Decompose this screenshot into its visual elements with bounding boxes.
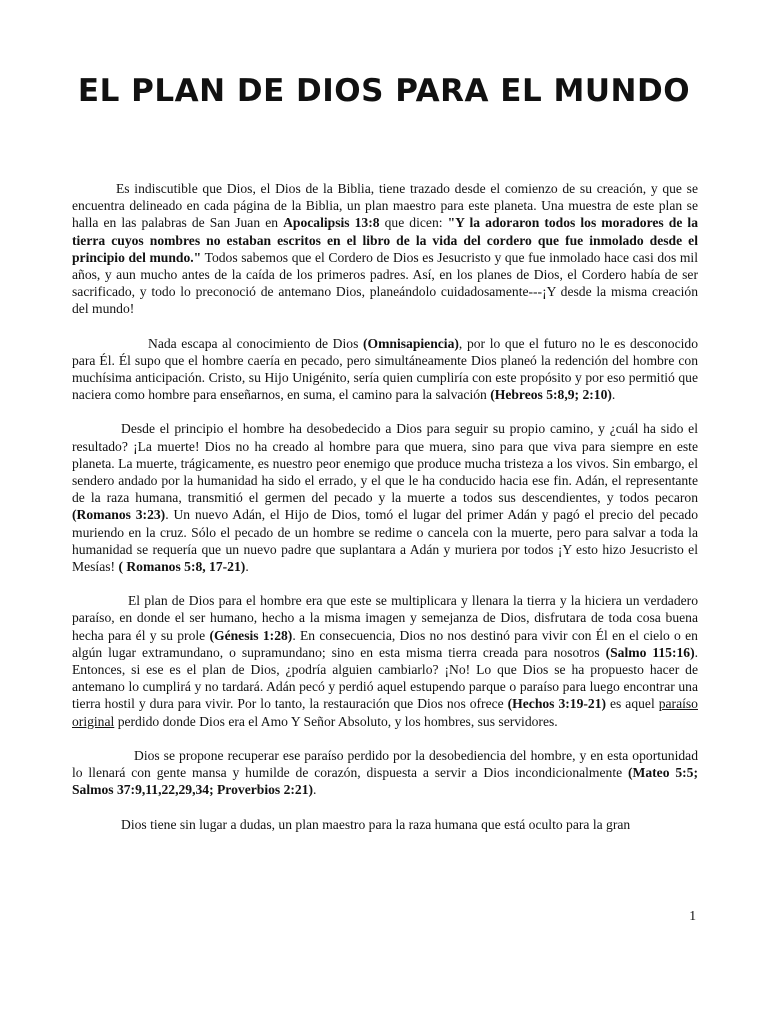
text-run: . Un nuevo Adán, el Hijo de Dios, tomó el lugar del primer Adán y pagó el precio del pecado muriendo en la cruz. Sólo el pecado de un hombre se redime o cancela con la muerte, pero para salvar a toda la humanidad se requería que un nuevo padre que suplantara a Adán y muriera por todos ¡Y esto hizo Jesucristo el Mesías! (72, 507, 698, 575)
text-run: Dios tiene sin lugar a dudas, un plan maestro para la raza humana que está oculto para la gran (121, 816, 631, 832)
paragraph (72, 335, 698, 404)
underlined-text: paraíso original (72, 696, 698, 729)
text-run: . (245, 559, 249, 575)
paragraph (72, 747, 698, 799)
text-run: es aquel (606, 696, 659, 712)
page-number: 1 (689, 908, 696, 923)
bold-text: Apocalipsis 13:8 (283, 215, 380, 231)
bold-text: (Génesis 1:28) (209, 627, 293, 643)
text-run: Es indiscutible que Dios, el Dios de la Biblia, tiene trazado desde el comienzo de su creación, y que se encuentra delineado en cada página de la Biblia, un plan maestro para este planeta. Una muestra de este plan se halla en las palabras de San Juan en (72, 181, 698, 231)
text-run: Nada escapa al conocimiento de Dios (148, 335, 363, 351)
text-run: perdido donde Dios era el Amo Y Señor Absoluto, y los hombres, sus servidores. (114, 713, 558, 729)
text-run: . En consecuencia, Dios no nos destinó para vivir con Él en el cielo o en algún lugar extramundano, o supramundano; sino en esta misma tierra creada para nosotros (72, 627, 698, 660)
paragraph (72, 420, 698, 575)
text-run: . Entonces, si ese es el plan de Dios, ¿podría alguien cambiarlo? ¡No! Lo que Dios se ha propuesto hacer de antemano lo cumplirá y no tardará. Adán pecó y perdió aquel estupendo parque o paraíso para luego encontrar una tierra hostil y dura para vivir. Por lo tanto, la restauración que Dios nos ofrece (72, 644, 699, 712)
text-run: , por lo que el futuro no le es desconocido para Él. Él supo que el hombre caería en pecado, pero simultáneamente Dios planeó la redención del hombre con muchísima anticipación. Cristo, su Hijo Unigénito, sería quien cumpliría con este propósito y por eso permitió que naciera como hombre para enseñarnos, en suma, el camino para la salvación (72, 335, 699, 403)
bold-text: (Hebreos 5:8,9; 2:10) (490, 387, 612, 403)
bold-text: ( Romanos 5:8, 17-21) (118, 559, 246, 575)
bold-text: (Salmo 115:16) (605, 644, 695, 660)
text-run: Todos sabemos que el Cordero de Dios es Jesucristo y que fue inmolado hace casi dos mil años, y aun mucho antes de la caída de los primeros padres. Así, en los planes de Dios, el Cordero había de ser sacrificado, y todo lo preconoció de antemano Dios, planeándolo cuidadosamente---¡Y desde la misma creación del mundo! (72, 249, 698, 317)
text-run: . (611, 387, 616, 403)
text-run: que dicen: (379, 215, 448, 231)
text-run: Dios se propone recuperar ese paraíso perdido por la desobediencia del hombre, y en esta oportunidad lo llenará con gente mansa y humilde de corazón, dispuesta a servir a Dios incondicionalmente (72, 747, 698, 781)
bold-text: (Mateo 5:5; Salmos 37:9,11,22,29,34; Proverbios 2:21) (72, 765, 698, 798)
paragraph (72, 592, 698, 730)
bold-text: "Y la adoraron todos los moradores de la tierra cuyos nombres no estaban escritos en el libro de la vida del cordero que fue inmolado desde el principio del mundo." (72, 215, 699, 265)
paragraph (72, 816, 698, 833)
text-run: Desde el principio el hombre ha desobedecido a Dios para seguir su propio camino, y ¿cuál ha sido el resultado? ¡La muerte! Dios no ha creado al hombre para que muera, sino para que viva para siempre en este planeta. La muerte, trágicamente, es nuestro peor enemigo que produce mucha tristeza a los vivos. Sin embargo, el sendero andado por la humanidad ha sido el errado, y el que le ha conducido hacia ese fin. Adán, el representante de la raza humana, transmitió el germen del pecado y la muerte a todos sus descendientes, y todos pecaron (72, 421, 698, 506)
paragraph (72, 180, 698, 318)
document-body (72, 180, 698, 850)
text-run: . (313, 782, 317, 798)
bold-text: (Hechos 3:19-21) (507, 696, 607, 712)
text-run: El plan de Dios para el hombre era que este se multiplicara y llenara la tierra y la hiciera un verdadero paraíso, en donde el ser humano, hecho a la misma imagen y semejanza de Dios, disfrutara de toda cosa buena hecha para él y su prole (72, 593, 698, 643)
page-title: EL PLAN DE DIOS PARA EL MUNDO (77, 73, 691, 109)
bold-text: (Omnisapiencia) (363, 335, 459, 351)
bold-text: (Romanos 3:23) (72, 507, 166, 523)
